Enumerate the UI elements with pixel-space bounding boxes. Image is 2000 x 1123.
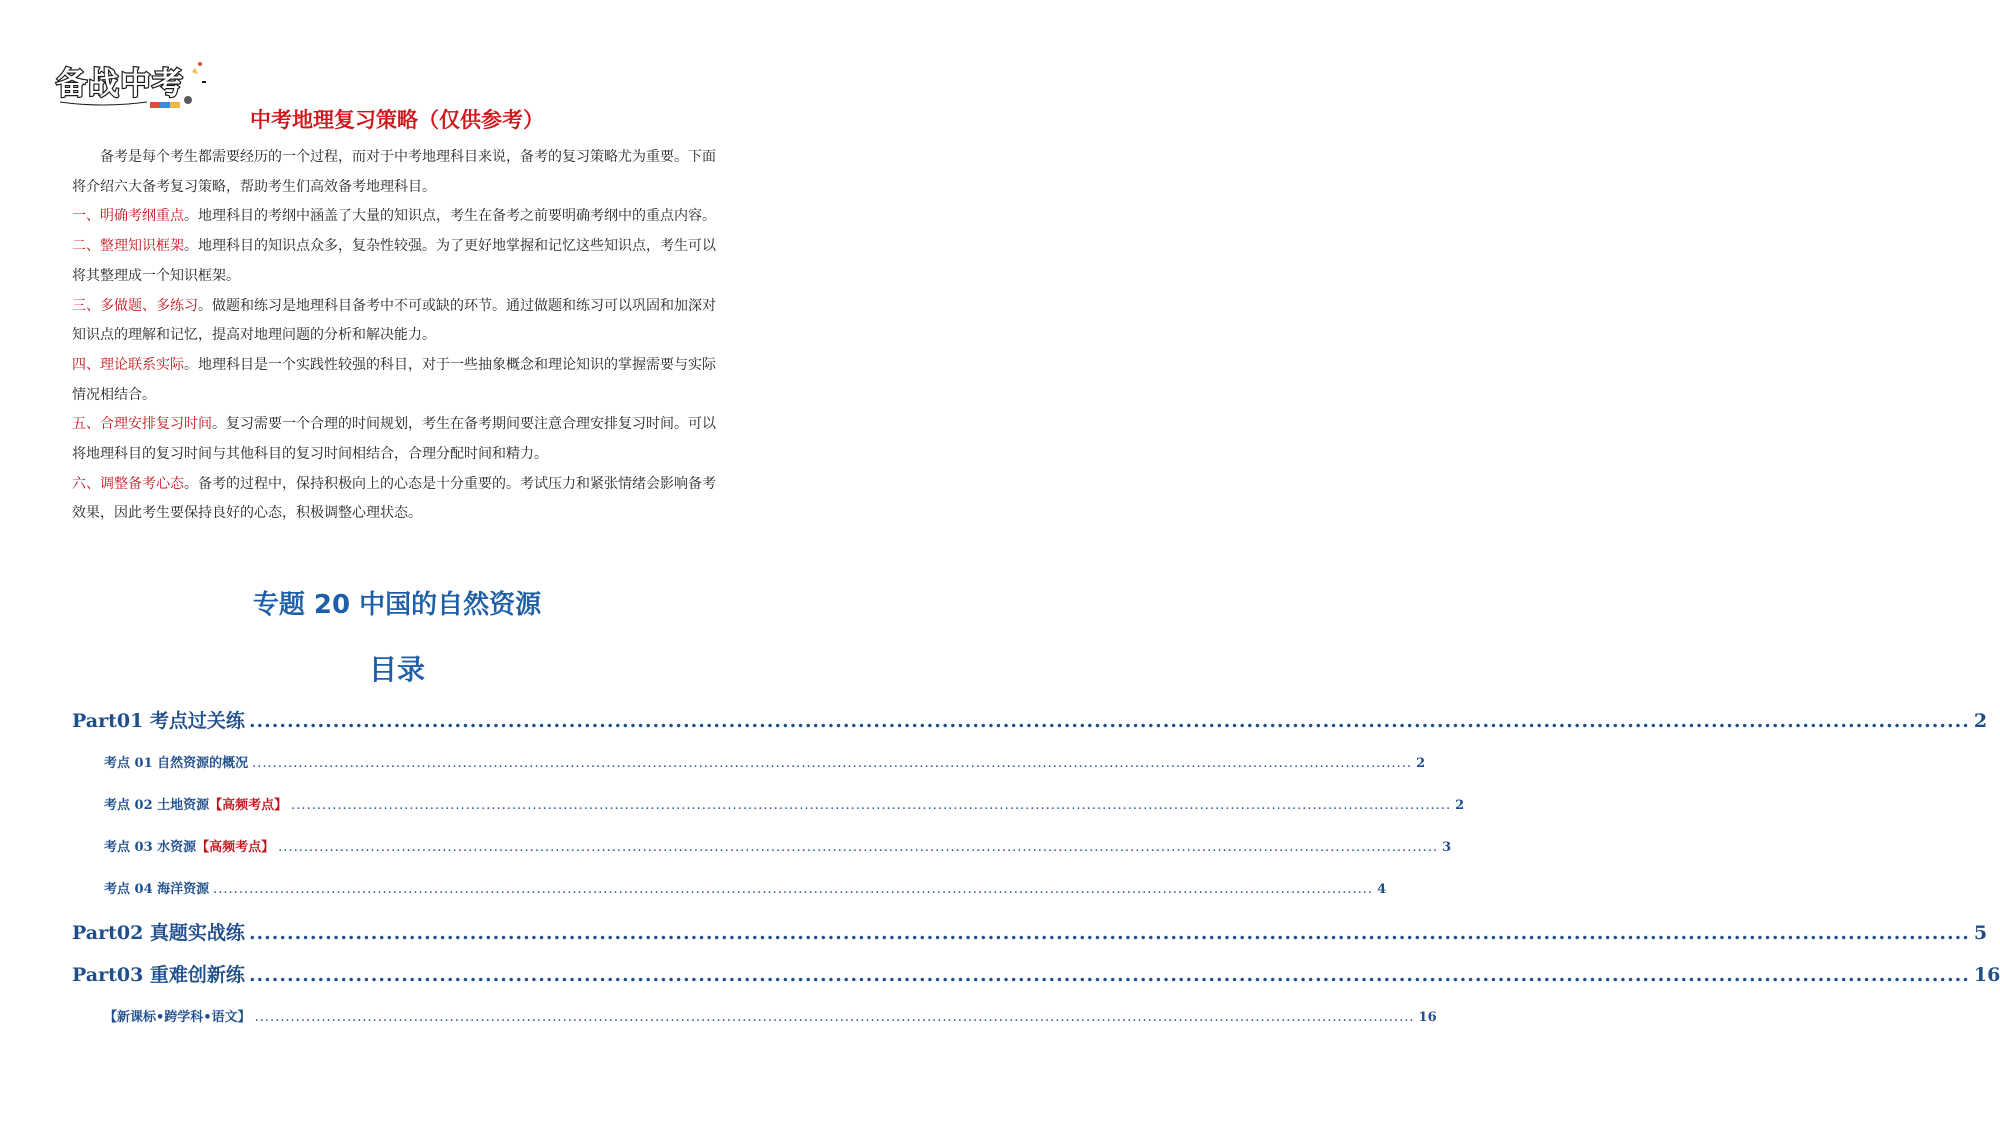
toc-entry-label: 考点 01 自然资源的概况 bbox=[104, 756, 249, 771]
document-title: 中考地理复习策略（仅供参考） bbox=[250, 108, 544, 132]
toc-page-number: 2 bbox=[1416, 756, 1426, 771]
toc-page-number: 16 bbox=[1973, 964, 2000, 986]
svg-text:备战中考: 备战中考 bbox=[56, 66, 184, 102]
toc-entry-label: 考点 02 土地资源 bbox=[104, 798, 210, 813]
strategy-item-lead: 六、调整备考心态 bbox=[72, 475, 184, 492]
strategy-item-body: 。地理科目的知识点众多，复杂性较强。为了更好地掌握和记忆这些知识点，考生可以将其整理成一个知识框架。 bbox=[72, 238, 716, 284]
strategy-item-lead: 一、明确考纲重点 bbox=[72, 208, 184, 225]
toc-entry-part03[interactable] bbox=[72, 960, 2000, 987]
strategy-item bbox=[72, 202, 724, 232]
strategy-item bbox=[72, 292, 724, 351]
strategy-item-lead: 四、理论联系实际 bbox=[72, 356, 184, 373]
toc-entry-label: 考点 04 海洋资源 bbox=[104, 882, 210, 897]
toc-page-number: 2 bbox=[1973, 710, 1988, 732]
toc-entry-label: Part02 真题实战练 bbox=[72, 922, 245, 944]
toc-leader: .................................................................................................................................................................................................................................. bbox=[254, 1010, 1415, 1025]
toc-page-number: 3 bbox=[1442, 840, 1452, 855]
strategy-item bbox=[72, 410, 724, 469]
toc-entry-part02[interactable] bbox=[72, 918, 1988, 945]
toc-page-number: 2 bbox=[1455, 798, 1465, 813]
toc-leader: .................................................................................................................................................................................................................................. bbox=[248, 710, 1970, 732]
toc-leader: .................................................................................................................................................................................................................................. bbox=[278, 840, 1439, 855]
strategy-item bbox=[72, 232, 724, 291]
toc-entry-kaodian04[interactable] bbox=[104, 878, 1387, 897]
toc-page-number: 4 bbox=[1377, 882, 1387, 897]
toc-entry-part01[interactable] bbox=[72, 706, 1988, 733]
strategy-item-lead: 五、合理安排复习时间 bbox=[72, 416, 212, 433]
strategy-item bbox=[72, 351, 724, 410]
toc-page-number: 5 bbox=[1973, 922, 1988, 944]
topic-title: 专题 20 中国的自然资源 bbox=[252, 590, 542, 620]
toc-leader: .................................................................................................................................................................................................................................. bbox=[291, 798, 1452, 813]
strategy-section bbox=[72, 143, 724, 529]
toc-leader: .................................................................................................................................................................................................................................. bbox=[248, 922, 1970, 944]
toc-leader: .................................................................................................................................................................................................................................. bbox=[213, 882, 1374, 897]
strategy-item-body: 。地理科目是一个实践性较强的科目，对于一些抽象概念和理论知识的掌握需要与实际情况相结合。 bbox=[72, 356, 716, 403]
toc-entry-tag: 【高频考点】 bbox=[209, 798, 288, 813]
toc-entry-kaodian03[interactable] bbox=[104, 836, 1452, 855]
toc-title: 目录 bbox=[368, 653, 425, 686]
toc-entry-label: 【新课标•跨学科•语文】 bbox=[104, 1010, 251, 1025]
toc-leader: .................................................................................................................................................................................................................................. bbox=[248, 964, 1970, 986]
toc-leader: .................................................................................................................................................................................................................................. bbox=[252, 756, 1413, 771]
toc-entry-crosssubject[interactable] bbox=[104, 1006, 1437, 1025]
strategy-item-body: 。备考的过程中，保持积极向上的心态是十分重要的。考试压力和紧张情绪会影响备考效果，因此考生要保持良好的心态，积极调整心理状态。 bbox=[72, 475, 716, 522]
toc-page-number: 16 bbox=[1418, 1010, 1437, 1025]
toc-entry-label: Part03 重难创新练 bbox=[72, 964, 245, 986]
strategy-intro: 备考是每个考生都需要经历的一个过程，而对于中考地理科目来说，备考的复习策略尤为重要。下面将介绍六大备考复习策略，帮助考生们高效备考地理科目。 bbox=[72, 149, 716, 195]
toc-entry-tag: 【高频考点】 bbox=[196, 840, 275, 855]
toc-entry-label: Part01 考点过关练 bbox=[72, 710, 245, 732]
toc-entry-label: 考点 03 水资源 bbox=[104, 840, 197, 855]
strategy-item-body: 。地理科目的考纲中涵盖了大量的知识点，考生在备考之前要明确考纲中的重点内容。 bbox=[184, 208, 716, 225]
strategy-item-lead: 三、多做题、多练习 bbox=[72, 297, 198, 314]
strategy-item bbox=[72, 470, 724, 529]
strategy-item-body: 。做题和练习是地理科目备考中不可或缺的环节。通过做题和练习可以巩固和加深对知识点的理解和记忆，提高对地理问题的分析和解决能力。 bbox=[72, 297, 716, 344]
strategy-item-body: 。复习需要一个合理的时间规划，考生在备考期间要注意合理安排复习时间。可以将地理科目的复习时间与其他科目的复习时间相结合，合理分配时间和精力。 bbox=[72, 416, 716, 463]
toc-entry-kaodian01[interactable] bbox=[104, 752, 1426, 771]
strategy-item-lead: 二、整理知识框架 bbox=[72, 238, 184, 255]
toc-entry-kaodian02[interactable] bbox=[104, 794, 1465, 813]
